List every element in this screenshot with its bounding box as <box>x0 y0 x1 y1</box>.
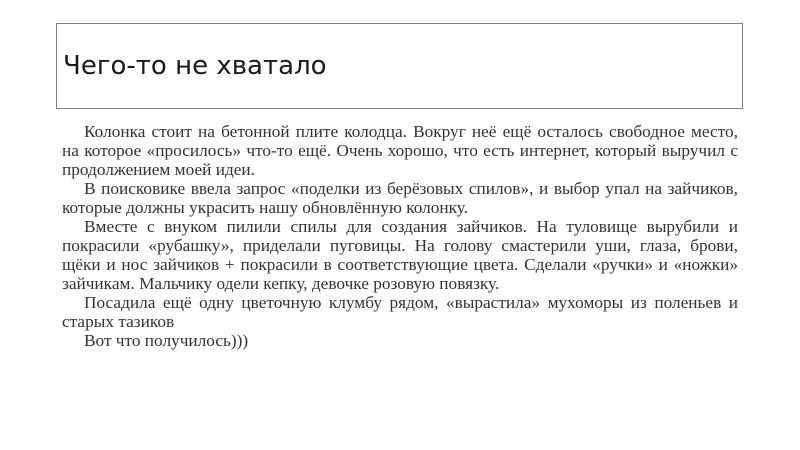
paragraph: В поисковике ввела запрос «поделки из берёзовых спилов», и выбор упал на зайчиков, которые должны украсить нашу обновлённую колонку. <box>62 179 738 217</box>
slide-title: Чего-то не хватало <box>63 51 327 81</box>
paragraph: Колонка стоит на бетонной плите колодца. Вокруг неё ещё осталось свободное место, на которое «просилось» что-то ещё. Очень хорошо, что есть интернет, который выручил с продолжением моей идеи. <box>62 122 738 179</box>
title-box <box>56 23 743 109</box>
slide-body <box>62 122 738 350</box>
paragraph: Посадила ещё одну цветочную клумбу рядом, «вырастила» мухоморы из поленьев и старых тазиков <box>62 293 738 331</box>
paragraph: Вместе с внуком пилили спилы для создания зайчиков. На туловище вырубили и покрасили «рубашку», приделали пуговицы. На голову смастерили уши, глаза, брови, щёки и нос зайчиков + покрасили в соответствующие цвета. Сделали «ручки» и «ножки» зайчикам. Мальчику одели кепку, девочке розовую повязку. <box>62 217 738 293</box>
paragraph: Вот что получилось))) <box>84 331 249 350</box>
